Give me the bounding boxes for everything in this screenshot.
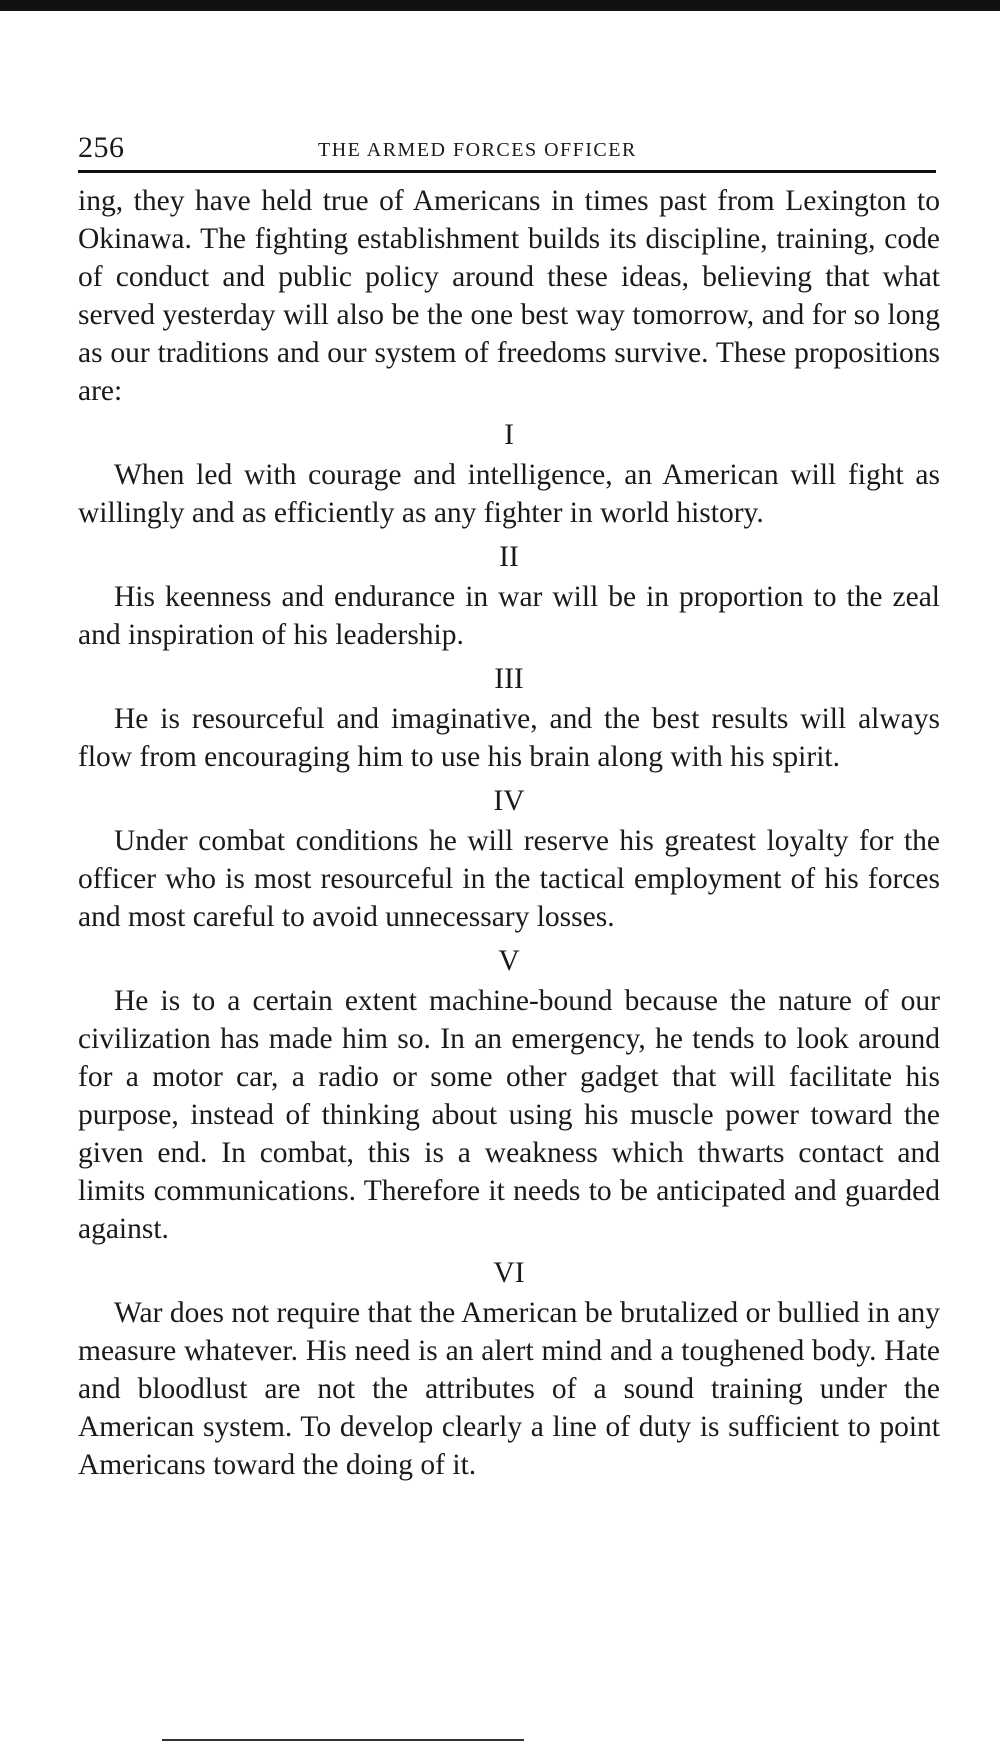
running-head: THE ARMED FORCES OFFICER <box>318 139 637 161</box>
intro-paragraph: ing, they have held true of Americans in times past from Lexington to Okinawa. The fighting establishment builds its discipline, training, code of conduct and public policy around these ideas, believing that what served yesterday will also be the one best way tomorrow, and for so long as our traditions and our system of freedoms survive. These propositions are: <box>78 185 940 407</box>
proposition-text-2: His keenness and endurance in war will be in proportion to the zeal and inspiration of his leadership. <box>78 581 940 651</box>
proposition-numeral-2: II <box>499 541 519 573</box>
proposition-text-4: Under combat conditions he will reserve his greatest loyalty for the officer who is most resourceful in the tactical employment of his forces and most careful to avoid unnecessary losses. <box>78 825 940 933</box>
proposition-numeral-6: VI <box>493 1257 525 1289</box>
proposition-text-6: War does not require that the American be brutalized or bullied in any measure whatever. His need is an alert mind and a toughened body. Hate and bloodlust are not the attributes of a sound training under the American system. To develop clearly a line of duty is sufficient to point Americans toward the doing of it. <box>78 1297 940 1481</box>
proposition-numeral-3: III <box>494 663 524 695</box>
page-body <box>78 182 940 1484</box>
page-header <box>78 128 936 173</box>
proposition-numeral-1: I <box>504 419 514 451</box>
proposition-numeral-4: IV <box>493 785 525 817</box>
proposition-numeral-5: V <box>498 945 520 977</box>
proposition-text-3: He is resourceful and imaginative, and the best results will always flow from encouraging him to use his brain along with his spirit. <box>78 703 940 773</box>
proposition-text-5: He is to a certain extent machine-bound because the nature of our civilization has made him so. In an emergency, he tends to look around for a motor car, a radio or some other gadget that will facilitate his purpose, instead of thinking about using his muscle power toward the given end. In combat, this is a weakness which thwarts contact and limits communications. Therefore it needs to be anticipated and guarded against. <box>78 985 940 1245</box>
footnote-rule <box>162 1739 524 1741</box>
proposition-text-1: When led with courage and intelligence, an American will fight as willingly and as efficiently as any fighter in world history. <box>78 459 940 529</box>
top-border-rule <box>0 0 1000 11</box>
page-number: 256 <box>78 131 125 164</box>
